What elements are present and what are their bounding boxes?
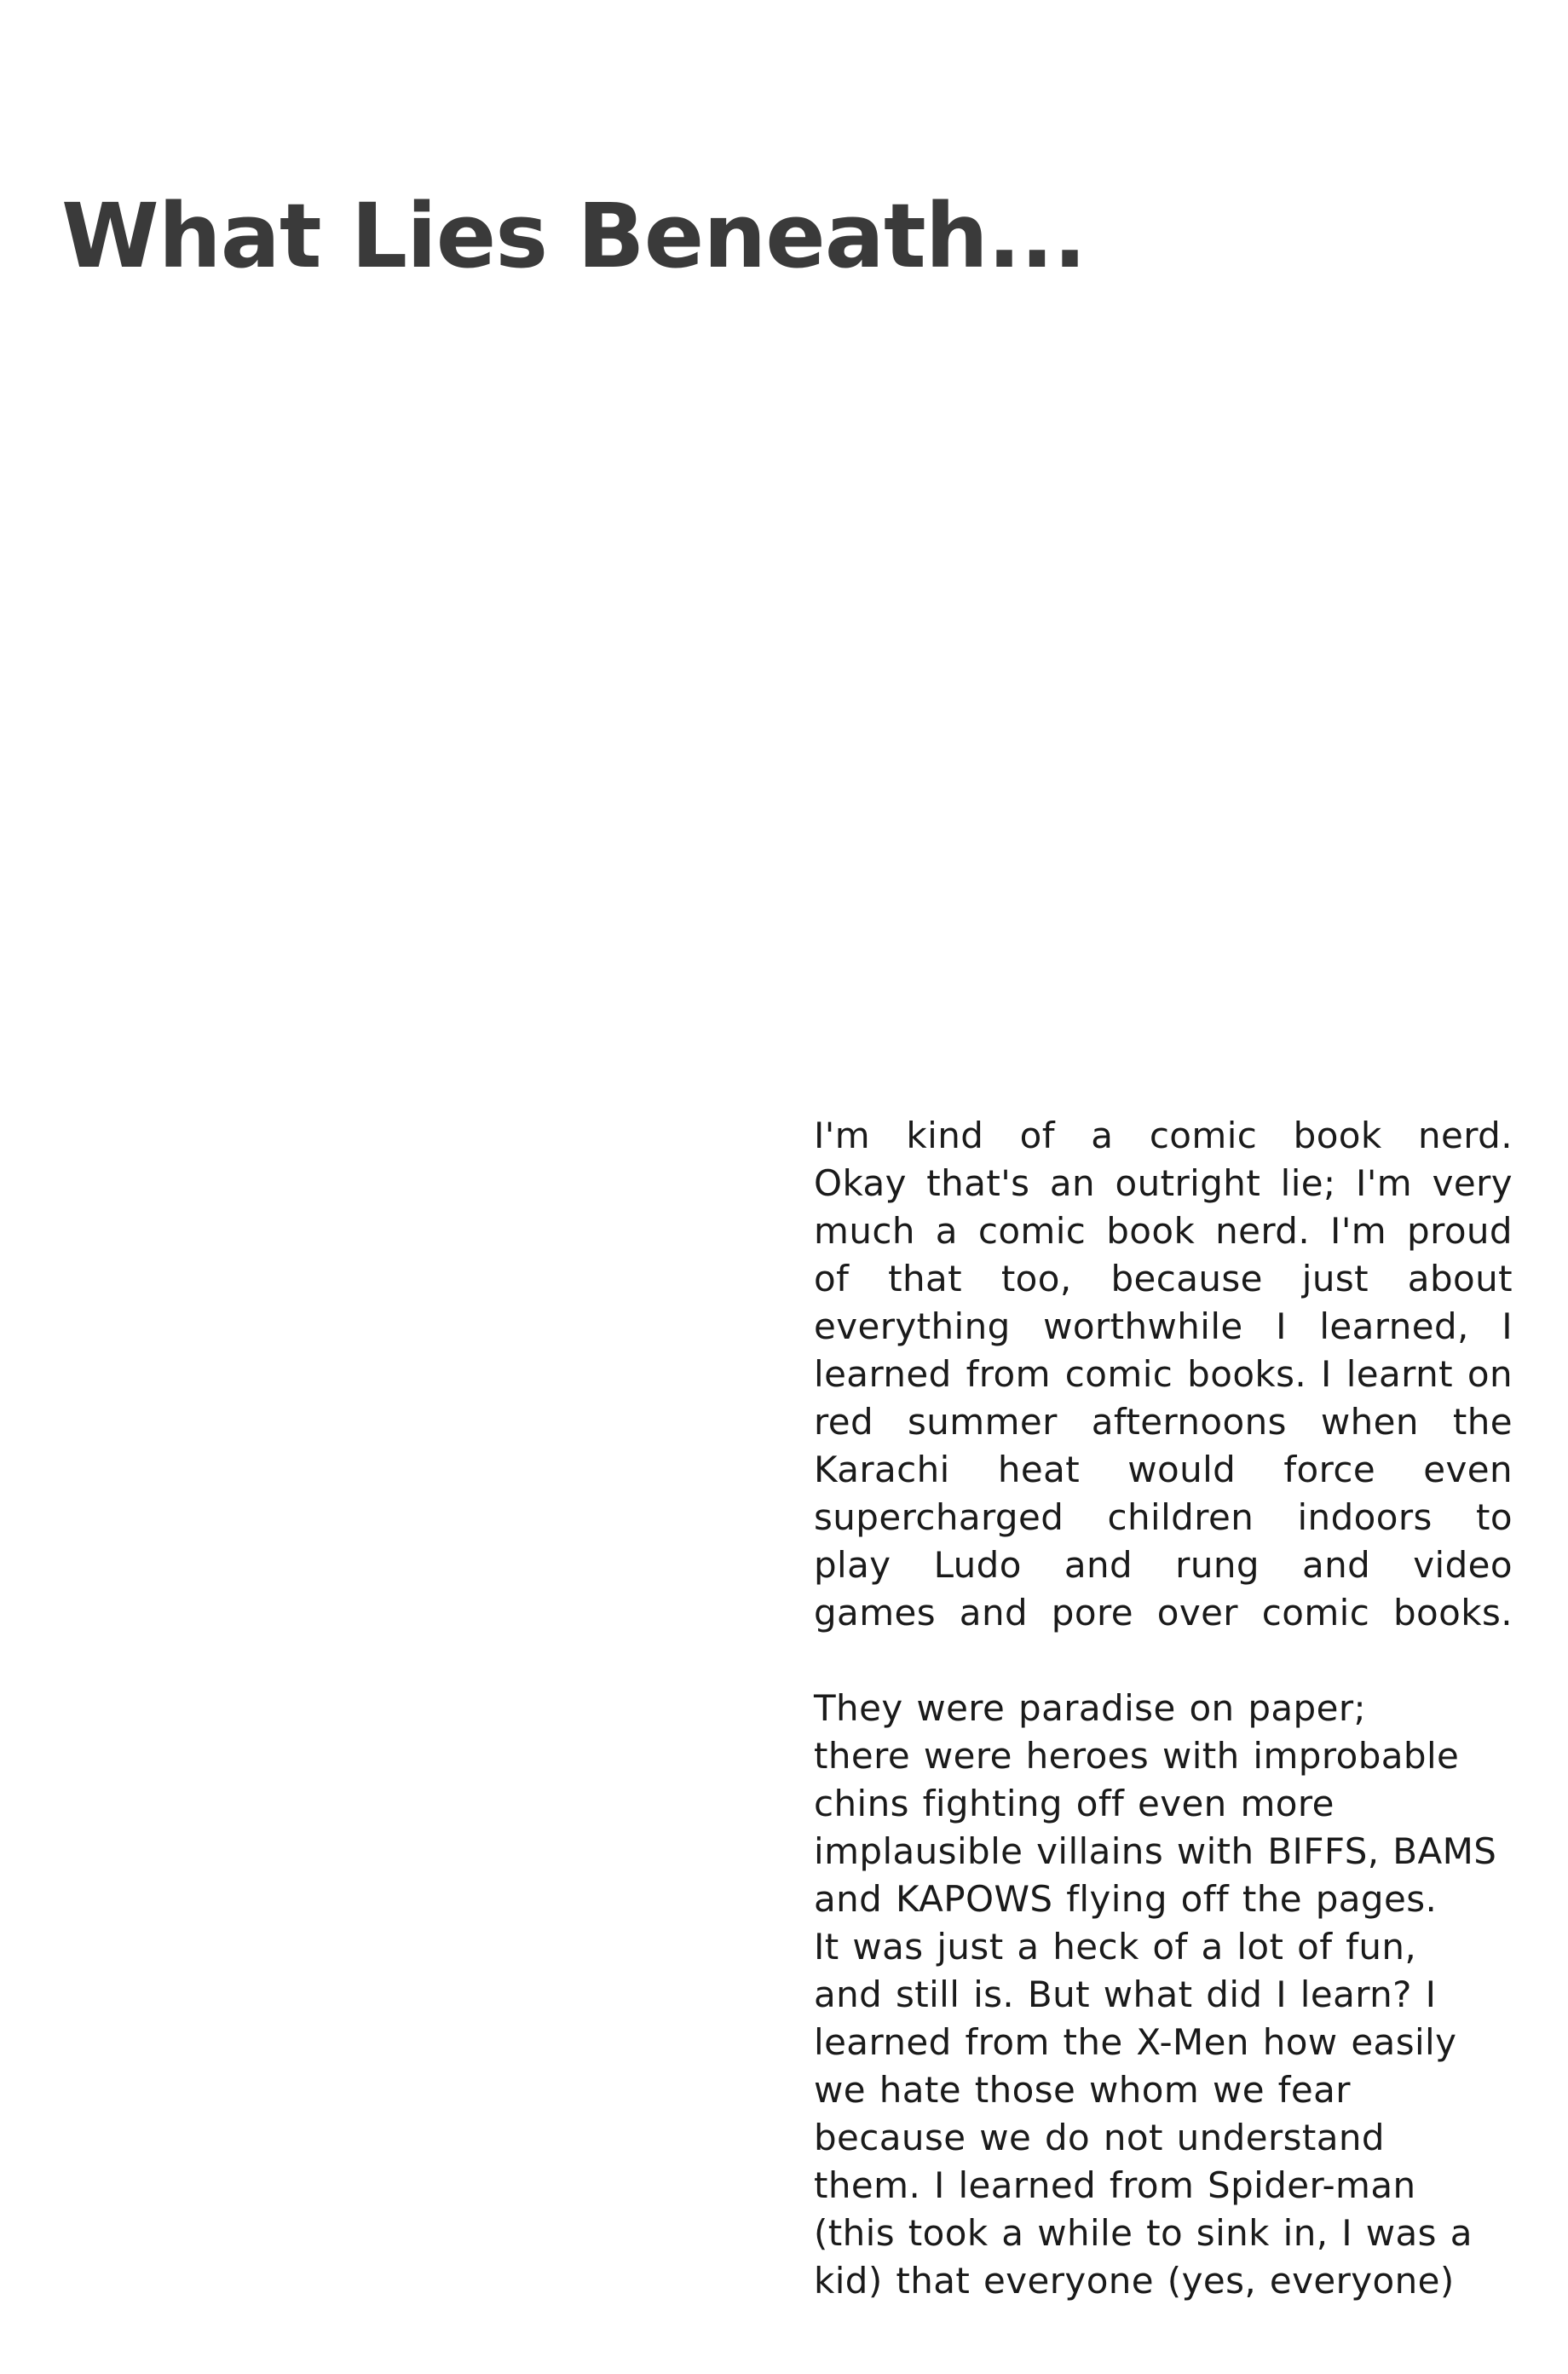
text-line: because we do not understand — [814, 2117, 1385, 2158]
text-line: everything worthwhile I learned, I — [814, 1305, 1513, 1347]
text-line: much a comic book nerd. I'm proud — [814, 1210, 1513, 1252]
text-line: them. I learned from Spider-man — [814, 2164, 1416, 2206]
body-text-column — [814, 1112, 1513, 2305]
text-line: and still is. But what did I learn? I — [814, 1974, 1437, 2015]
text-line: we hate those whom we fear — [814, 2069, 1351, 2111]
text-line: Karachi heat would force even — [814, 1449, 1513, 1490]
text-line: of that too, because just about — [814, 1258, 1513, 1299]
text-line: red summer afternoons when the — [814, 1401, 1513, 1443]
text-line: It was just a heck of a lot of fun, — [814, 1926, 1417, 1968]
text-line: kid) that everyone (yes, everyone) — [814, 2260, 1455, 2302]
text-line: (this took a while to sink in, I was a — [814, 2212, 1473, 2254]
text-line: play Ludo and rung and video — [814, 1544, 1513, 1586]
text-line: chins fighting off even more — [814, 1783, 1335, 1824]
text-line: learned from the X-Men how easily — [814, 2021, 1457, 2063]
text-line: there were heroes with improbable — [814, 1735, 1460, 1777]
text-line: games and pore over comic books. — [814, 1592, 1513, 1634]
text-line: implausible villains with BIFFS, BAMS — [814, 1830, 1497, 1872]
page-title: What Lies Beneath... — [61, 184, 1087, 288]
text-line: learned from comic books. I learnt on — [814, 1353, 1513, 1395]
text-line: They were paradise on paper; — [814, 1687, 1367, 1729]
text-line: supercharged children indoors to — [814, 1496, 1513, 1538]
text-line: Okay that's an outright lie; I'm very — [814, 1162, 1513, 1204]
paragraph-gap — [814, 1637, 1513, 1685]
text-line: I'm kind of a comic book nerd. — [814, 1115, 1513, 1156]
text-line: and KAPOWS flying off the pages. — [814, 1878, 1438, 1920]
paragraph-2 — [814, 1685, 1513, 2305]
paragraph-1 — [814, 1112, 1513, 1637]
